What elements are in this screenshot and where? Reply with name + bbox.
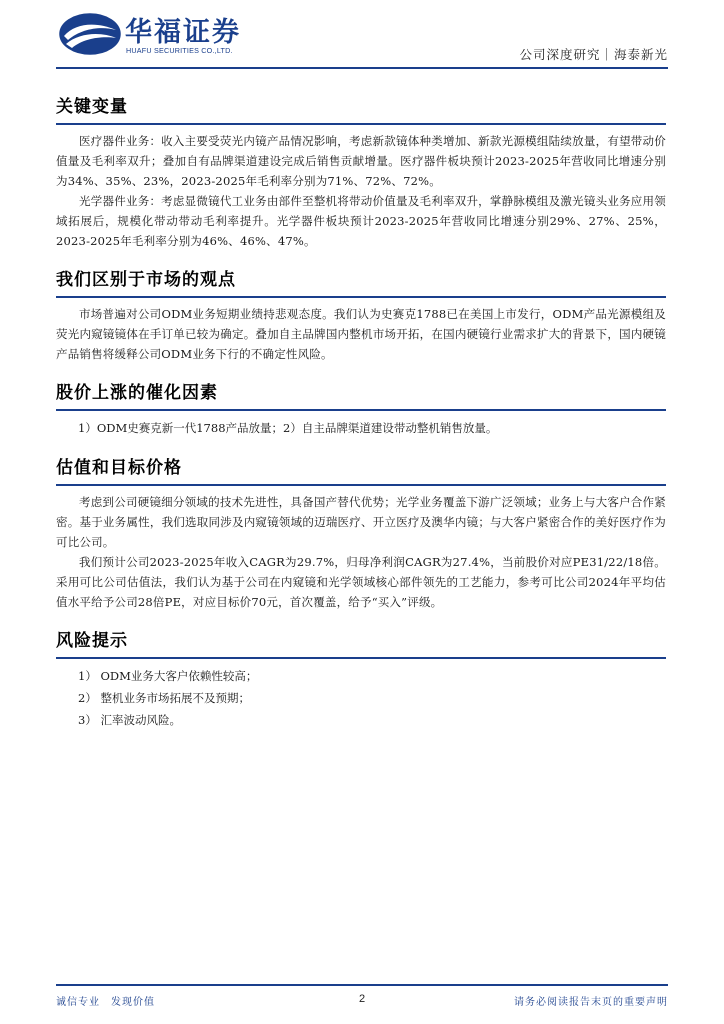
huafu-logo-icon [58, 12, 122, 56]
section-divider [56, 296, 666, 298]
footer-disclaimer: 请务必阅读报告末页的重要声明 [514, 997, 668, 1008]
report-type-label: 公司深度研究｜海泰新光 [519, 47, 668, 62]
logo-english-name: HUAFU SECURITIES CO.,LTD. [126, 46, 233, 55]
section-catalysts [56, 378, 666, 439]
section-title: 估值和目标价格 [56, 458, 182, 478]
section-divider [56, 484, 666, 486]
header-divider [56, 67, 668, 69]
section-title: 关键变量 [56, 97, 128, 117]
logo-chinese-name: 华福证券 [125, 17, 241, 48]
section-valuation [56, 453, 666, 612]
paragraph-market-view: 市场普遍对公司ODM业务短期业绩持悲观态度。我们认为史赛克1788已在美国上市发行，ODM产品光源模组及荧光内窥镜镜体在手订单已较为确定。叠加自主品牌国内整机市场开拓，在国内硬镜行业需求扩大的背景下，国内硬镜产品销售将缓释公司ODM业务下行的不确定性风险。 [56, 307, 666, 361]
paragraph-optical-devices: 光学器件业务：考虑显微镜代工业务由部件至整机将带动价值量及毛利率双升，掌静脉模组及激光镜头业务应用领域拓展后，规模化带动带动毛利率提升。光学器件板块预计2023-2025年营收同比增速分别29%、27%、25%，2023-2025年毛利率分别为46%、46%、47%。 [56, 194, 666, 248]
report-body [56, 88, 666, 745]
paragraph-medical-devices: 医疗器件业务：收入主要受荧光内镜产品情况影响，考虑新款镜体种类增加、新款光源模组陆续放量，有望带动价值量及毛利率双升；叠加自有品牌渠道建设完成后销售贡献增量。医疗器件板块预计2023-2025年营收同比增速分别为34%、35%、23%，2023-2025年毛利率分别为71%、72%、72%。 [56, 134, 666, 188]
risk-item: 2） 整机业务市场拓展不及预期； [78, 691, 250, 705]
catalyst-item: 1）ODM史赛克新一代1788产品放量；2）自主品牌渠道建设带动整机销售放量。 [78, 421, 498, 435]
section-divider [56, 657, 666, 659]
section-divider [56, 123, 666, 125]
page-header [0, 0, 724, 72]
section-title: 股价上涨的催化因素 [56, 383, 218, 403]
page-number: 2 [358, 993, 366, 1005]
footer-slogan: 诚信专业 发现价值 [56, 997, 155, 1008]
section-divider [56, 409, 666, 411]
section-key-variables [56, 92, 666, 251]
paragraph-comparables: 考虑到公司硬镜细分领域的技术先进性，具备国产替代优势；光学业务覆盖下游广泛领域；业务上与大客户合作紧密。基于业务属性，我们选取同涉及内窥镜领域的迈瑞医疗、开立医疗及澳华内镜；与大客户紧密合作的美好医疗作为可比公司。 [56, 495, 666, 549]
section-title: 我们区别于市场的观点 [56, 270, 236, 290]
risk-item: 3） 汇率波动风险。 [78, 713, 181, 727]
footer-divider [56, 984, 668, 986]
section-risks [56, 626, 666, 731]
section-title: 风险提示 [56, 631, 128, 651]
risk-item: 1） ODM业务大客户依赖性较高； [78, 669, 258, 683]
section-different-view [56, 265, 666, 364]
paragraph-target-price: 我们预计公司2023-2025年收入CAGR为29.7%，归母净利润CAGR为27.4%，当前股价对应PE31/22/18倍。采用可比公司估值法，我们认为基于公司在内窥镜和光学领域核心部件领先的工艺能力，参考可比公司2024年平均估值水平给予公司28倍PE，对应目标价70元，首次覆盖，给予“买入”评级。 [56, 555, 666, 609]
